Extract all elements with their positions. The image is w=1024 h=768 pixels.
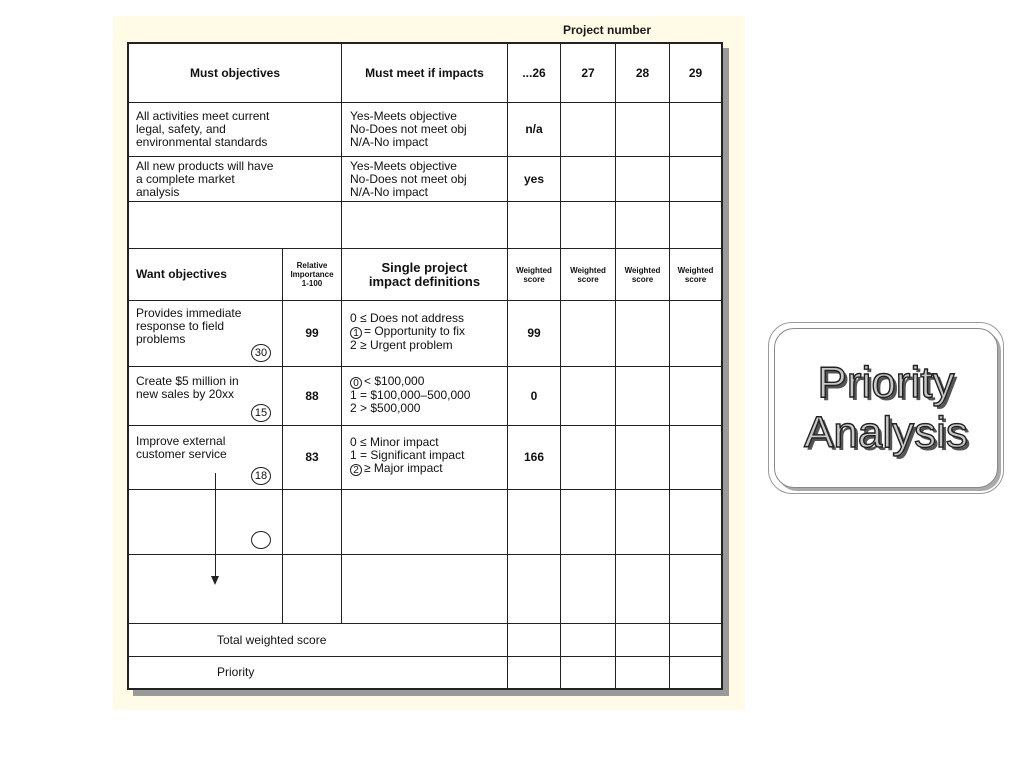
project-28-header: 28: [635, 65, 650, 80]
def-text: ≥ Major impact: [364, 461, 443, 475]
def-line: [350, 339, 507, 352]
def-text: = $100,000–500,000: [360, 388, 471, 402]
impact-defs-1: [350, 301, 507, 366]
def-text: = Opportunity to fix: [364, 324, 466, 338]
must-impacts-2: Yes-Meets objective No-Does not meet obj N/A-No impact: [350, 158, 467, 199]
total-weighted-score-label: Total weighted score: [217, 632, 327, 647]
must-objective-1: All activities meet current legal, safety, and environmental standards: [136, 109, 270, 149]
priority-analysis-form: [127, 42, 723, 690]
def-line: [350, 375, 507, 389]
def-line: [350, 462, 507, 476]
must-objective-2: All new products will have a complete market analysis: [136, 158, 274, 199]
importance-3: 83: [305, 450, 319, 464]
down-arrow-line: [215, 473, 216, 578]
def-mark: 0: [350, 311, 357, 325]
col-divider: [669, 44, 670, 688]
def-text: > $500,000: [360, 401, 421, 415]
def-text: < $100,000: [364, 374, 425, 388]
impact-defs-2: [350, 367, 507, 425]
def-text: ≥ Urgent problem: [360, 338, 453, 352]
col-divider: [341, 44, 342, 623]
must-impacts-1: Yes-Meets objective No-Does not meet obj N/A-No impact: [350, 109, 467, 149]
def-mark: 2: [350, 401, 357, 415]
want-objective-2: Create $5 million in new sales by 20xx: [136, 374, 239, 401]
must-value-2: yes: [523, 171, 545, 186]
impact-definitions-header: Single project impact definitions: [368, 259, 481, 289]
def-mark-circled: 2: [350, 464, 362, 476]
must-value-1: n/a: [525, 122, 543, 136]
weight-circle-1: 30: [251, 344, 271, 362]
want-objective-3: Improve external customer service: [136, 434, 227, 461]
badge-line-1: Priority: [817, 358, 955, 407]
def-mark: 1: [350, 448, 357, 462]
badge-title: [804, 358, 968, 458]
weight-circle-3: 18: [251, 467, 271, 485]
project-26-header: ...26: [522, 65, 546, 80]
priority-label: Priority: [217, 665, 255, 679]
row-divider: [129, 489, 721, 490]
row-divider: [129, 554, 721, 555]
must-objectives-header: Must objectives: [189, 65, 281, 80]
want-objectives-header: Want objectives: [136, 267, 227, 281]
weight-circle-2: 15: [251, 404, 271, 422]
col-divider: [560, 44, 561, 688]
project-27-header: 27: [581, 65, 595, 80]
def-line: [350, 325, 507, 339]
weighted-score-1: 99: [527, 326, 541, 340]
title-badge: [774, 328, 998, 488]
def-line: [350, 402, 507, 415]
row-divider: [129, 201, 721, 202]
weighted-score-header-27: Weighted score: [570, 265, 606, 284]
def-mark: 0: [350, 435, 357, 449]
def-text: = Significant impact: [360, 448, 465, 462]
want-objective-1: Provides immediate response to field problems: [136, 305, 242, 346]
weighted-score-header-26: Weighted score: [516, 265, 552, 284]
relative-importance-header: Relative Importance 1-100: [290, 261, 334, 288]
def-mark-circled: 1: [350, 327, 362, 339]
def-text: ≤ Does not address: [360, 311, 465, 325]
def-mark: 1: [350, 388, 357, 402]
project-number-label: Project number: [563, 23, 652, 37]
must-impacts-header: Must meet if impacts: [365, 65, 484, 80]
def-text: ≤ Minor impact: [360, 435, 439, 449]
weight-circle-empty: [251, 531, 271, 549]
weighted-score-header-29: Weighted score: [677, 265, 714, 284]
badge-line-2: Analysis: [804, 408, 968, 457]
project-29-header: 29: [688, 65, 703, 80]
weighted-score-2: 0: [530, 388, 538, 403]
weighted-score-3: 166: [523, 450, 545, 464]
def-mark: 2: [350, 338, 357, 352]
importance-1: 99: [305, 326, 319, 340]
importance-2: 88: [305, 388, 319, 403]
def-mark-circled: 0: [350, 377, 362, 389]
weighted-score-header-28: Weighted score: [624, 265, 661, 284]
down-arrow-icon: [211, 576, 219, 585]
impact-defs-3: [350, 426, 507, 489]
col-divider: [615, 44, 616, 688]
